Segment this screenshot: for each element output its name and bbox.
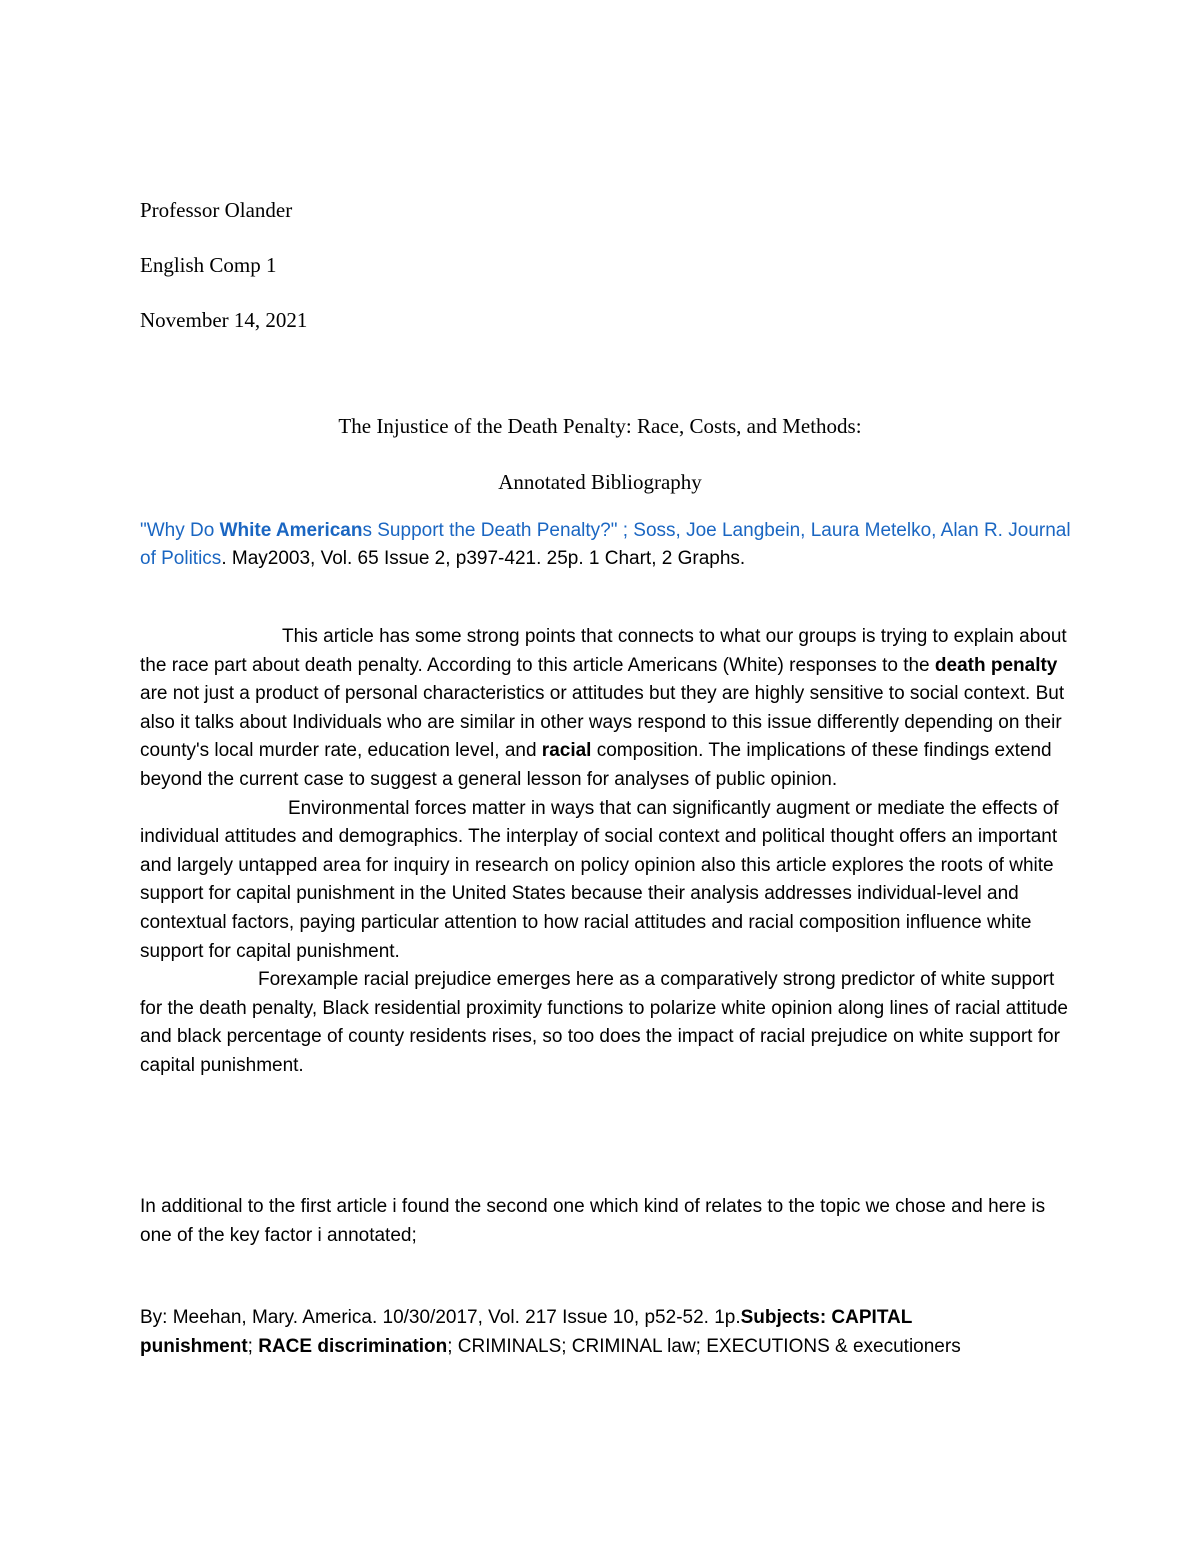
citation-2-subject-1: Subjects: CAPITAL punishment (140, 1307, 912, 1357)
annotation-1-paragraph-1 (140, 623, 1070, 795)
citation-2-subject-2: RACE discrimination (258, 1335, 448, 1357)
professor-name: Professor Olander (140, 198, 293, 222)
annotation-text: composition. The implications of these findings extend beyond the current case to suggest a general lesson for analyses of public opinion. (140, 740, 1052, 790)
annotation-1-paragraph-2: Environmental forces matter in ways that can significantly augment or mediate the effects of individual attitudes and demographics. The interplay of social context and political thought offers an important and largely untapped area for inquiry in research on policy opinion also this article explores the roots of white support for capital punishment in the United States because their analysis addresses individual-level and contextual factors, paying particular attention to how racial attitudes and racial composition influence white support for capital punishment. (140, 797, 1059, 962)
citation-1 (140, 517, 1075, 573)
document-date: November 14, 2021 (140, 308, 308, 332)
transition-paragraph: In additional to the first article i found the second one which kind of relates to the topic we chose and here is one of the key factor i annotated; (140, 1196, 1046, 1246)
document-title: The Injustice of the Death Penalty: Race, Costs, and Methods: (338, 414, 862, 438)
annotation-text: This article has some strong points that connects to what our groups is trying to explain about the race part about death penalty. According to this article Americans (White) responses to the (140, 626, 1067, 676)
citation-1-details: . May2003, Vol. 65 Issue 2, p397-421. 25p. 1 Chart, 2 Graphs. (221, 548, 746, 569)
annotation-text: are not just a product of personal characteristics or attitudes but they are highly sensitive to social context. But also it talks about Individuals who are similar in other ways respond to this issue differently depending on their county's local murder rate, education level, and (140, 683, 1065, 762)
annotation-1 (140, 623, 1070, 1081)
citation-1-title-start: "Why Do (140, 520, 220, 541)
citation-1-title-bold: White American (219, 520, 363, 541)
citation-2-prefix: By: Meehan, Mary. America. 10/30/2017, Vol. 217 Issue 10, p52-52. 1p. (140, 1307, 741, 1328)
citation-1-title-end: s Support the Death Penalty?" ; Soss, Joe Langbein, Laura Metelko, Alan R. (362, 520, 1003, 541)
course-name: English Comp 1 (140, 253, 277, 277)
citation-2-separator: ; (247, 1335, 259, 1357)
bold-term-racial: racial (541, 740, 592, 762)
annotation-1-paragraph-3: Forexample racial prejudice emerges here as a comparatively strong predictor of white support for the death penalty, Black residential proximity functions to polarize white opinion along lines of racial attitude and black percentage of county residents rises, so too does the impact of racial prejudice on white support for capital punishment. (140, 969, 1069, 1076)
citation-2-rest: ; CRIMINALS; CRIMINAL law; EXECUTIONS & executioners (447, 1335, 961, 1357)
bold-term-death-penalty: death penalty (934, 654, 1058, 676)
citation-2 (140, 1304, 1020, 1361)
document-subtitle: Annotated Bibliography (498, 470, 702, 494)
citation-1-journal: Journal of Politics (140, 520, 1071, 569)
